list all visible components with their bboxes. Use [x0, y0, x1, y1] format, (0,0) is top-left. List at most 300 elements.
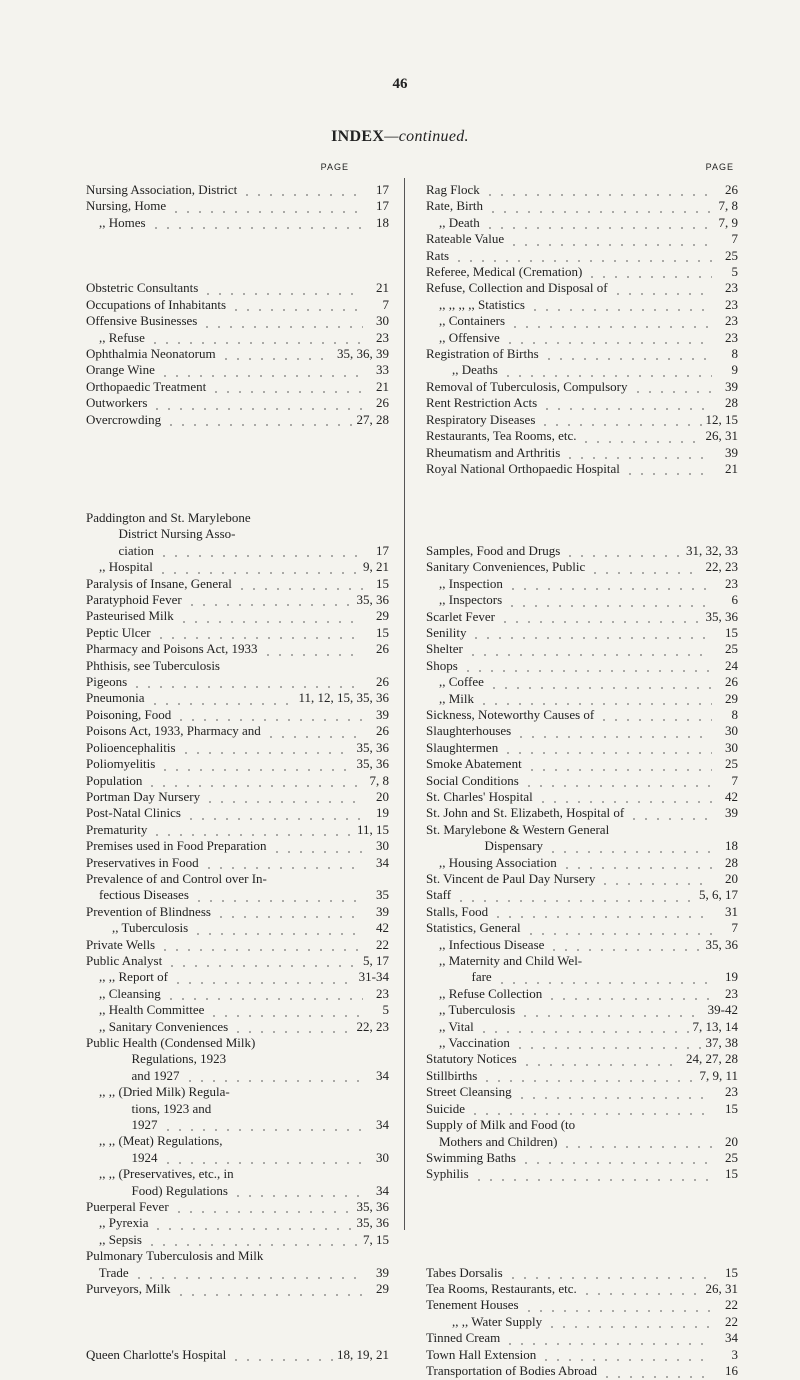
- dot-leader: [178, 609, 363, 625]
- index-entry: [86, 1281, 389, 1297]
- entry-page: 23: [725, 296, 738, 312]
- index-entry: [426, 609, 738, 625]
- entry-page: 7, 8: [369, 772, 389, 788]
- entry-label: ,, Death: [426, 214, 480, 230]
- entry-label: Ophthalmia Neonatorum: [86, 346, 216, 362]
- entry-label: Outworkers: [86, 395, 148, 411]
- dot-leader: [488, 675, 712, 691]
- index-entry: [426, 412, 738, 428]
- index-entry: [426, 969, 738, 985]
- index-entry: [86, 1166, 389, 1182]
- entry-page: 7, 15: [363, 1231, 389, 1247]
- index-entry: [86, 412, 389, 428]
- index-entry: [86, 1232, 389, 1248]
- index-entry: [86, 625, 389, 641]
- index-entry: [426, 576, 738, 592]
- entry-label: Suicide: [426, 1100, 465, 1116]
- index-entry: [86, 740, 389, 756]
- index-entry: [426, 379, 738, 395]
- index-entry: [426, 248, 738, 264]
- dot-leader: [504, 1331, 712, 1347]
- dot-leader: [165, 412, 352, 428]
- dot-leader: [232, 1183, 363, 1199]
- dot-leader: [598, 707, 712, 723]
- dot-leader: [172, 970, 355, 986]
- index-entry: [426, 1265, 738, 1281]
- entry-page: 8: [731, 706, 738, 722]
- index-entry: [86, 871, 389, 887]
- index-entry: [86, 280, 389, 296]
- entry-label: Staff: [426, 887, 452, 903]
- entry-page: 26: [376, 674, 389, 690]
- entry-label: Senility: [426, 624, 467, 640]
- entry-page: 39: [725, 444, 738, 460]
- index-entry: [86, 526, 389, 542]
- entry-label: Prevalence of and Control over In-: [86, 870, 267, 886]
- entry-page: 5: [382, 1002, 389, 1018]
- index-entry: [86, 641, 389, 657]
- entry-page: 26: [376, 723, 389, 739]
- column-divider: [404, 178, 405, 1230]
- entry-label: Tea Rooms, Restaurants, etc.: [426, 1281, 577, 1297]
- entry-page: 30: [376, 313, 389, 329]
- entry-page: 23: [725, 280, 738, 296]
- index-list-right: [426, 182, 738, 1380]
- index-entry: [426, 871, 738, 887]
- page-column-header: PAGE: [705, 162, 734, 172]
- index-entry: [86, 658, 389, 674]
- entry-label: Food) Regulations: [86, 1182, 228, 1198]
- dot-leader: [473, 1167, 712, 1183]
- dot-leader: [165, 986, 363, 1002]
- entry-page: 39: [376, 706, 389, 722]
- dot-leader: [612, 281, 712, 297]
- entry-page: 25: [725, 247, 738, 263]
- dot-leader: [467, 642, 712, 658]
- dot-leader: [184, 1068, 363, 1084]
- dot-leader: [586, 264, 712, 280]
- index-entry: [86, 937, 389, 953]
- dot-leader: [478, 691, 712, 707]
- dot-leader: [523, 1298, 712, 1314]
- entry-page: 3: [731, 1346, 738, 1362]
- entry-page: 34: [376, 854, 389, 870]
- index-entry: [86, 559, 389, 575]
- spacer: [426, 1232, 738, 1248]
- entry-page: 26, 31: [705, 1281, 738, 1297]
- entry-label: Rent Restriction Acts: [426, 395, 538, 411]
- entry-label: Statistics, General: [426, 920, 521, 936]
- entry-label: Regulations, 1923: [86, 1051, 227, 1067]
- index-entry: [426, 641, 738, 657]
- dot-leader: [150, 215, 363, 231]
- dot-leader: [241, 182, 363, 198]
- entry-page: 20: [725, 871, 738, 886]
- entry-page: 23: [725, 329, 738, 345]
- entry-page: 11, 15: [356, 821, 389, 837]
- dot-leader: [133, 1265, 363, 1281]
- entry-label: Registration of Births: [426, 346, 539, 362]
- dot-leader: [589, 560, 701, 576]
- entry-page: 18: [725, 838, 738, 854]
- dot-leader: [580, 429, 701, 445]
- entry-page: 22: [376, 936, 389, 952]
- entry-page: 7, 13, 14: [692, 1018, 738, 1034]
- entry-label: Removal of Tuberculosis, Compulsory: [426, 378, 628, 394]
- entry-label: Purveyors, Milk: [86, 1281, 171, 1297]
- spacer: [86, 248, 389, 264]
- entry-label: Nursing Association, District: [86, 182, 238, 197]
- index-entry: [426, 559, 738, 575]
- index-entry: [426, 1134, 738, 1150]
- entry-label: Occupations of Inhabitants: [86, 296, 227, 312]
- entry-page: 7: [731, 231, 738, 247]
- dot-leader: [155, 625, 363, 641]
- index-entry: [86, 756, 389, 772]
- dot-leader: [470, 625, 712, 641]
- entry-label: Statutory Notices: [426, 1051, 517, 1067]
- entry-label: St. Charles' Hospital: [426, 788, 533, 804]
- entry-page: 15: [376, 575, 389, 591]
- dot-leader: [515, 724, 712, 740]
- index-entry: [86, 1051, 389, 1067]
- entry-label: Stillbirths: [426, 1067, 478, 1083]
- spacer: [86, 461, 389, 477]
- entry-label: Paratyphoid Fever: [86, 592, 182, 608]
- entry-page: 31: [725, 903, 738, 919]
- entry-page: 42: [376, 920, 389, 936]
- dot-leader: [455, 888, 695, 904]
- entry-page: 28: [725, 854, 738, 870]
- entry-label: ,, Pyrexia: [86, 1215, 149, 1231]
- dot-leader: [152, 1216, 352, 1232]
- entry-page: 15: [725, 1100, 738, 1116]
- entry-label: Prematurity: [86, 821, 148, 837]
- entry-page: 26: [376, 641, 389, 657]
- entry-page: 30: [725, 723, 738, 739]
- dot-leader: [204, 789, 363, 805]
- entry-page: 26: [725, 182, 738, 197]
- entry-label: Poliomyelitis: [86, 756, 156, 772]
- dot-leader: [186, 592, 353, 608]
- dot-leader: [208, 1003, 363, 1019]
- index-entry: [86, 1150, 389, 1166]
- spacer: [86, 1330, 389, 1346]
- entry-label: St. Vincent de Paul Day Nursery: [426, 871, 596, 886]
- entry-page: 35, 36: [356, 756, 389, 772]
- index-entry: [426, 920, 738, 936]
- dot-leader: [462, 658, 712, 674]
- entry-label: ,, Cleansing: [86, 985, 161, 1001]
- entry-label: Paralysis of Insane, General: [86, 575, 232, 591]
- index-entry: [86, 330, 389, 346]
- entry-page: 11, 12, 15, 35, 36: [298, 690, 389, 706]
- dot-leader: [526, 757, 712, 773]
- index-entry: [426, 280, 738, 296]
- entry-page: 5, 6, 17: [699, 887, 738, 903]
- entry-page: 15: [725, 1166, 738, 1182]
- index-entry: [426, 395, 738, 411]
- entry-label: Slaughtermen: [426, 739, 499, 755]
- index-entry: [426, 723, 738, 739]
- entry-label: tions, 1923 and: [86, 1100, 212, 1116]
- entry-label: ,, ,, (Preservatives, etc., in: [86, 1166, 234, 1182]
- dot-leader: [215, 904, 363, 920]
- dot-leader: [519, 1003, 703, 1019]
- index-entry: [86, 198, 389, 214]
- index-entry: [86, 953, 389, 969]
- index-entry: [426, 855, 738, 871]
- dot-leader: [192, 921, 363, 937]
- index-entry: [426, 1363, 738, 1379]
- spacer: [426, 510, 738, 526]
- entry-page: 29: [376, 608, 389, 624]
- entry-label: Pneumonia: [86, 690, 145, 706]
- dot-leader: [162, 1150, 364, 1166]
- entry-label: ,, Inspection: [426, 575, 503, 591]
- dot-leader: [149, 691, 295, 707]
- entry-label: ,, Deaths: [426, 362, 498, 378]
- spacer: [86, 231, 389, 247]
- index-entry: [426, 330, 738, 346]
- entry-page: 17: [376, 182, 389, 197]
- index-entry: [426, 1068, 738, 1084]
- entry-label: Mothers and Children): [426, 1133, 558, 1149]
- dot-leader: [561, 1134, 712, 1150]
- index-entry: [86, 379, 389, 395]
- dot-leader: [507, 1265, 712, 1281]
- entry-page: 23: [725, 985, 738, 1001]
- dot-leader: [504, 330, 712, 346]
- entry-page: 34: [725, 1330, 738, 1346]
- index-entry: [426, 215, 738, 231]
- index-column-right: [426, 162, 738, 1380]
- entry-label: Nursing, Home: [86, 198, 167, 214]
- entry-label: and 1927: [86, 1067, 180, 1083]
- entry-page: 7: [731, 920, 738, 936]
- dot-leader: [151, 822, 353, 838]
- entry-label: ,, Containers: [426, 313, 506, 329]
- entry-page: 5, 17: [363, 952, 389, 968]
- entry-page: 8: [731, 346, 738, 362]
- index-entry: [426, 1117, 738, 1133]
- entry-page: 7, 9, 11: [699, 1067, 738, 1083]
- entry-page: 28: [725, 395, 738, 411]
- title-suffix: —continued.: [384, 128, 469, 145]
- entry-label: ,, Health Committee: [86, 1002, 205, 1018]
- index-entry: [426, 953, 738, 969]
- index-entry: [86, 510, 389, 526]
- entry-label: Trade: [86, 1264, 129, 1280]
- dot-leader: [507, 576, 712, 592]
- index-entry: [426, 346, 738, 362]
- index-entry: [86, 690, 389, 706]
- entry-page: 35, 36: [356, 1199, 389, 1215]
- index-entry: [86, 1199, 389, 1215]
- entry-label: Transportation of Bodies Abroad: [426, 1363, 598, 1379]
- entry-page: 19: [376, 805, 389, 821]
- entry-label: Peptic Ulcer: [86, 624, 151, 640]
- entry-label: ,, ,, (Dried Milk) Regula-: [86, 1084, 230, 1100]
- entry-label: Respiratory Diseases: [426, 411, 536, 427]
- spacer: [86, 1298, 389, 1314]
- index-entry: [86, 576, 389, 592]
- index-entry: [426, 937, 738, 953]
- entry-page: 22, 23: [356, 1018, 389, 1034]
- dot-leader: [561, 855, 712, 871]
- dot-leader: [516, 1085, 712, 1101]
- entry-label: Dispensary: [426, 838, 543, 854]
- entry-label: Poisons Act, 1933, Pharmacy and: [86, 723, 261, 739]
- dot-leader: [158, 543, 363, 559]
- dot-leader: [481, 1068, 695, 1084]
- entry-page: 21: [725, 460, 738, 476]
- entry-page: 35, 36: [356, 1215, 389, 1231]
- entry-page: 27, 28: [356, 411, 389, 427]
- index-entry: [86, 1101, 389, 1117]
- dot-leader: [220, 346, 333, 362]
- dot-leader: [520, 1150, 712, 1166]
- entry-label: Phthisis, see Tuberculosis: [86, 657, 220, 673]
- index-entry: [86, 969, 389, 985]
- entry-label: Poisoning, Food: [86, 706, 172, 722]
- entry-label: Private Wells: [86, 936, 156, 952]
- index-entry: [86, 1002, 389, 1018]
- entry-label: St. John and St. Elizabeth, Hospital of: [426, 805, 625, 821]
- index-entry: [426, 198, 738, 214]
- index-entry: [426, 789, 738, 805]
- entry-label: ,, Refuse Collection: [426, 985, 543, 1001]
- entry-label: Supply of Milk and Food (to: [426, 1117, 576, 1133]
- dot-leader: [601, 1364, 712, 1380]
- index-entry: [426, 1019, 738, 1035]
- dot-leader: [453, 248, 712, 264]
- dot-leader: [193, 888, 363, 904]
- dot-leader: [547, 839, 712, 855]
- index-entry: [426, 756, 738, 772]
- index-entry: [426, 1101, 738, 1117]
- entry-label: ,, Vaccination: [426, 1035, 510, 1051]
- index-entry: [426, 1051, 738, 1067]
- dot-leader: [539, 412, 701, 428]
- entry-page: 25: [725, 756, 738, 772]
- entry-label: Social Conditions: [426, 772, 519, 788]
- dot-leader: [131, 674, 363, 690]
- index-entry: [426, 1002, 738, 1018]
- dot-leader: [543, 346, 712, 362]
- index-entry: [426, 986, 738, 1002]
- index-entry: [426, 445, 738, 461]
- spacer: [86, 444, 389, 460]
- index-entry: [426, 231, 738, 247]
- dot-leader: [146, 1232, 359, 1248]
- entry-label: Queen Charlotte's Hospital: [86, 1346, 227, 1362]
- page-column-header: PAGE: [320, 162, 349, 172]
- entry-label: ,, ,, (Meat) Regulations,: [86, 1133, 223, 1149]
- dot-leader: [564, 543, 682, 559]
- index-entry: [86, 1248, 389, 1264]
- entry-label: Syphilis: [426, 1166, 469, 1182]
- dot-leader: [599, 871, 712, 887]
- entry-label: Preservatives in Food: [86, 854, 199, 870]
- index-entry: [86, 1068, 389, 1084]
- entry-label: Pharmacy and Poisons Act, 1933: [86, 641, 258, 657]
- dot-leader: [506, 593, 712, 609]
- dot-leader: [529, 297, 712, 313]
- entry-label: Tinned Cream: [426, 1330, 501, 1346]
- entry-page: 23: [376, 985, 389, 1001]
- dot-leader: [484, 215, 712, 231]
- entry-page: 35, 36, 39: [337, 346, 389, 362]
- entry-label: ,, Maternity and Child Wel-: [426, 953, 583, 969]
- index-entry: [86, 362, 389, 378]
- dot-leader: [525, 921, 712, 937]
- entry-label: ,, Sepsis: [86, 1231, 142, 1247]
- entry-page: 23: [725, 1084, 738, 1100]
- entry-page: 31-34: [358, 969, 389, 985]
- entry-label: ,, Infectious Disease: [426, 936, 545, 952]
- entry-label: ciation: [86, 542, 154, 558]
- entry-label: ,, ,, Report of: [86, 969, 168, 985]
- entry-label: Samples, Food and Drugs: [426, 542, 561, 558]
- dot-leader: [546, 1314, 712, 1330]
- entry-label: Premises used in Food Preparation: [86, 838, 267, 854]
- entry-label: Orthopaedic Treatment: [86, 378, 207, 394]
- entry-page: 5: [731, 264, 738, 280]
- entry-page: 24, 27, 28: [686, 1051, 738, 1067]
- dot-leader: [170, 199, 363, 215]
- entry-page: 18: [376, 214, 389, 230]
- spacer: [426, 494, 738, 510]
- index-entry: [426, 658, 738, 674]
- index-entry: [426, 313, 738, 329]
- entry-page: 7: [382, 296, 389, 312]
- entry-label: Sanitary Conveniences, Public: [426, 559, 586, 575]
- index-entry: [86, 1019, 389, 1035]
- dot-leader: [478, 1019, 689, 1035]
- index-entry: [426, 1281, 738, 1297]
- entry-label: Scarlet Fever: [426, 608, 495, 624]
- dot-leader: [230, 1347, 333, 1363]
- dot-leader: [509, 314, 712, 330]
- dot-leader: [540, 1347, 712, 1363]
- entry-page: 22: [725, 1313, 738, 1329]
- index-entry: [426, 740, 738, 756]
- entry-page: 23: [725, 313, 738, 329]
- spacer: [426, 477, 738, 493]
- entry-label: Public Analyst: [86, 952, 163, 968]
- index-entry: [426, 1084, 738, 1100]
- entry-page: 30: [725, 739, 738, 755]
- entry-page: 18, 19, 21: [337, 1346, 389, 1362]
- dot-leader: [508, 232, 712, 248]
- entry-label: ,, ,, ,, ,, Statistics: [426, 296, 525, 312]
- dot-leader: [487, 199, 712, 215]
- entry-page: 35: [376, 887, 389, 903]
- dot-leader: [624, 461, 712, 477]
- entry-label: Shops: [426, 657, 458, 673]
- dot-leader: [632, 379, 712, 395]
- dot-leader: [175, 707, 363, 723]
- dot-leader: [581, 1281, 702, 1297]
- dot-leader: [521, 1052, 682, 1068]
- entry-page: 39: [376, 903, 389, 919]
- entry-page: 22: [725, 1297, 738, 1313]
- index-entry: [86, 773, 389, 789]
- entry-label: Rateable Value: [426, 231, 505, 247]
- entry-label: ,, Milk: [426, 690, 475, 706]
- dot-leader: [175, 1282, 364, 1298]
